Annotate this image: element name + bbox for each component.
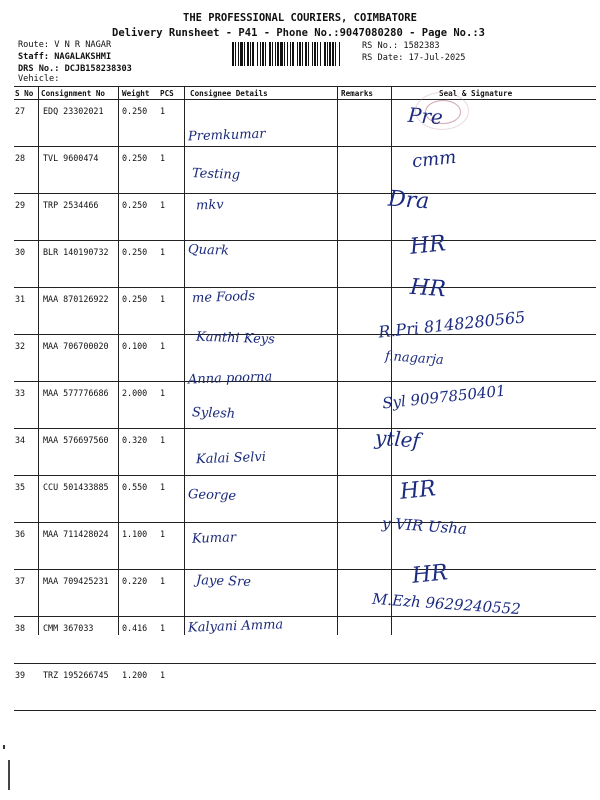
column-divider xyxy=(184,86,185,635)
row-pcs: 1 xyxy=(159,382,186,429)
table-row xyxy=(14,147,596,194)
signature-handwriting: ytlef xyxy=(374,425,421,453)
row-sno: 37 xyxy=(14,570,40,617)
row-sno: 34 xyxy=(14,429,40,476)
row-weight: 2.000 xyxy=(121,382,159,429)
table-row xyxy=(14,335,596,382)
col-consignment: Consignment No xyxy=(40,87,121,100)
col-consignee: Consignee Details xyxy=(186,87,338,100)
runsheet-subtitle: Delivery Runsheet - P41 - Phone No.:9047080280 - Page No.:3 xyxy=(112,27,485,39)
signature-handwriting: Pre xyxy=(407,102,444,130)
row-sno: 38 xyxy=(14,617,40,664)
row-remarks-cell xyxy=(338,241,393,288)
col-weight: Weight xyxy=(121,87,159,100)
consignee-handwritten-name: Kalyani Amma xyxy=(187,617,284,636)
consignee-handwritten-name: Sylesh xyxy=(191,405,236,423)
row-weight: 0.250 xyxy=(121,288,159,335)
col-pcs: PCS xyxy=(159,87,186,100)
row-sno: 35 xyxy=(14,476,40,523)
row-consignment-no: MAA 706700020 xyxy=(40,335,121,382)
row-sno: 29 xyxy=(14,194,40,241)
row-sno: 27 xyxy=(14,100,40,147)
row-consignment-no: MAA 576697560 xyxy=(40,429,121,476)
row-pcs: 1 xyxy=(159,664,186,711)
row-consignment-no: MAA 711428024 xyxy=(40,523,121,570)
row-pcs: 1 xyxy=(159,194,186,241)
scan-mark xyxy=(8,760,10,790)
row-pcs: 1 xyxy=(159,100,186,147)
table-row xyxy=(14,100,596,147)
consignee-handwritten-name: Premkumar xyxy=(187,126,266,145)
consignee-handwritten-name: Quark xyxy=(187,241,230,259)
signature-handwriting: cmm xyxy=(411,146,458,173)
row-sno: 28 xyxy=(14,147,40,194)
row-pcs: 1 xyxy=(159,288,186,335)
table-row xyxy=(14,664,596,711)
row-sno: 32 xyxy=(14,335,40,382)
consignee-handwritten-name: Kalai Selvi xyxy=(195,449,267,468)
rs-date: RS Date: 17-Jul-2025 xyxy=(362,53,466,63)
row-consignment-no: TVL 9600474 xyxy=(40,147,121,194)
consignee-handwritten-name: George xyxy=(187,487,237,504)
row-weight: 0.100 xyxy=(121,335,159,382)
signature-handwriting: Syl 9097850401 xyxy=(381,381,507,413)
row-remarks-cell xyxy=(338,664,393,711)
consignee-handwritten-name: mkv xyxy=(195,197,224,214)
row-remarks-cell xyxy=(338,100,393,147)
signature-handwriting: y VIR Usha xyxy=(381,514,468,538)
row-weight: 0.250 xyxy=(121,147,159,194)
consignee-handwritten-name: Kumar xyxy=(191,530,237,547)
table-header-row xyxy=(14,87,596,100)
row-pcs: 1 xyxy=(159,523,186,570)
table-row xyxy=(14,523,596,570)
row-pcs: 1 xyxy=(159,570,186,617)
col-signature: Seal & Signature xyxy=(393,87,596,100)
row-consignment-no: CMM 367033 xyxy=(40,617,121,664)
signature-handwriting: M.Ezh 9629240552 xyxy=(371,589,522,618)
row-weight: 1.100 xyxy=(121,523,159,570)
consignee-handwritten-name: Testing xyxy=(191,166,241,183)
row-signature-cell xyxy=(393,664,596,711)
row-consignment-no: MAA 577776686 xyxy=(40,382,121,429)
signature-handwriting: HR xyxy=(408,230,447,260)
row-weight: 0.250 xyxy=(121,100,159,147)
row-consignment-no: MAA 709425231 xyxy=(40,570,121,617)
row-sno: 36 xyxy=(14,523,40,570)
rs-number: RS No.: 1582383 xyxy=(362,41,440,51)
drs-label: DRS No.: DCJB158238303 xyxy=(18,64,132,74)
row-consignment-no: CCU 501433885 xyxy=(40,476,121,523)
consignee-handwritten-name: Kanthi Keys xyxy=(195,329,276,347)
row-remarks-cell xyxy=(338,147,393,194)
row-pcs: 1 xyxy=(159,335,186,382)
row-signature-cell xyxy=(393,429,596,476)
table-row xyxy=(14,194,596,241)
barcode-image xyxy=(232,42,342,66)
row-consignment-no: TRP 2534466 xyxy=(40,194,121,241)
staff-label: Staff: NAGALAKSHMI xyxy=(18,52,112,62)
table-row xyxy=(14,476,596,523)
row-consignment-no: TRZ 195266745 xyxy=(40,664,121,711)
row-sno: 39 xyxy=(14,664,40,711)
row-consignment-no: BLR 140190732 xyxy=(40,241,121,288)
row-consignee-cell xyxy=(186,664,338,711)
signature-handwriting: HR xyxy=(410,560,449,589)
row-pcs: 1 xyxy=(159,617,186,664)
col-sno: S No xyxy=(14,87,40,100)
column-divider xyxy=(337,86,338,635)
consignee-handwritten-name: Jaye Sre xyxy=(195,572,252,590)
row-pcs: 1 xyxy=(159,476,186,523)
row-sno: 31 xyxy=(14,288,40,335)
row-weight: 1.200 xyxy=(121,664,159,711)
signature-handwriting: HR xyxy=(398,476,437,505)
row-weight: 0.250 xyxy=(121,241,159,288)
company-title: THE PROFESSIONAL COURIERS, COIMBATORE xyxy=(183,12,417,24)
consignee-handwritten-name: Anna poorna xyxy=(187,369,273,388)
row-weight: 0.250 xyxy=(121,194,159,241)
row-weight: 0.550 xyxy=(121,476,159,523)
row-weight: 0.320 xyxy=(121,429,159,476)
column-divider xyxy=(118,86,119,635)
row-pcs: 1 xyxy=(159,241,186,288)
signature-handwriting: HR xyxy=(409,274,447,302)
col-remarks: Remarks xyxy=(338,87,393,100)
consignee-handwritten-name: me Foods xyxy=(191,288,256,306)
scan-mark xyxy=(3,745,5,749)
row-sno: 30 xyxy=(14,241,40,288)
row-pcs: 1 xyxy=(159,429,186,476)
row-remarks-cell xyxy=(338,194,393,241)
row-pcs: 1 xyxy=(159,147,186,194)
row-weight: 0.416 xyxy=(121,617,159,664)
signature-handwriting: R.Pri 8148280565 xyxy=(377,306,527,342)
row-consignment-no: MAA 870126922 xyxy=(40,288,121,335)
signature-handwriting: Dra xyxy=(387,186,431,215)
row-remarks-cell xyxy=(338,617,393,664)
signature-handwriting: f.nagarja xyxy=(384,349,445,369)
table-row xyxy=(14,382,596,429)
row-weight: 0.220 xyxy=(121,570,159,617)
row-sno: 33 xyxy=(14,382,40,429)
row-consignment-no: EDQ 23302021 xyxy=(40,100,121,147)
table-row xyxy=(14,617,596,664)
table-row xyxy=(14,429,596,476)
vehicle-label: Vehicle: xyxy=(18,74,60,84)
row-signature-cell xyxy=(393,617,596,664)
route-label: Route: V N R NAGAR xyxy=(18,40,112,50)
table-row xyxy=(14,241,596,288)
column-divider xyxy=(38,86,39,635)
